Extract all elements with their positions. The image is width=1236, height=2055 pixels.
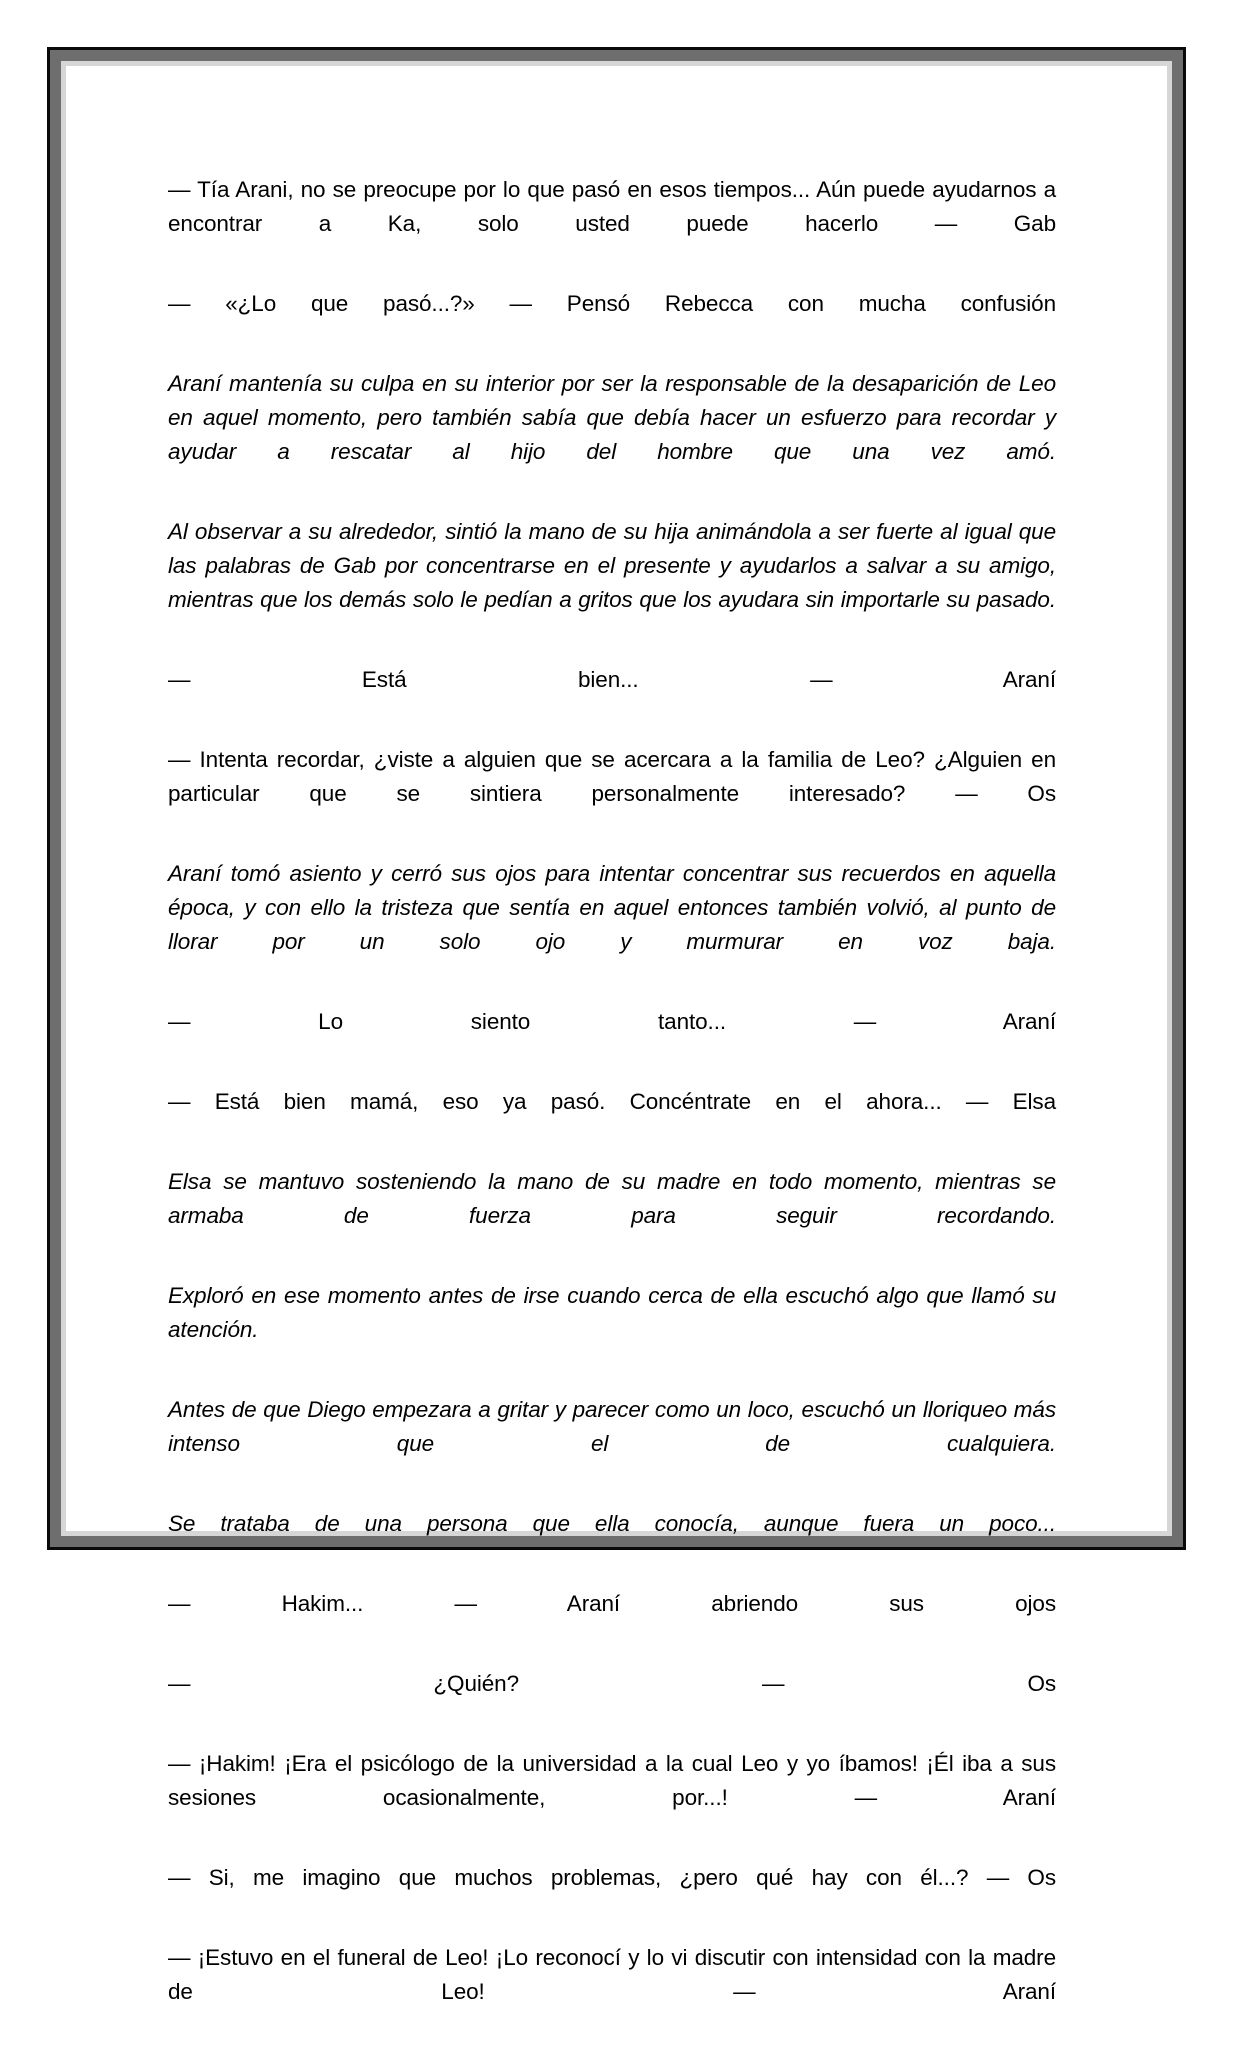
page-sheet (66, 66, 1167, 2004)
paragraph: Al observar a su alrededor, sintió la mano de su hija animándola a ser fuerte al igual que las palabras de Gab por concentrarse en el presente y ayudarlos a salvar a su amigo, mientras que los demás solo le pedían a gritos que los ayudara sin importarle su pasado. (168, 519, 1056, 612)
paragraph: Se trataba de una persona que ella conocía, aunque fuera un poco... (168, 1511, 1056, 1536)
paragraph: — Tía Arani, no se preocupe por lo que pasó en esos tiempos... Aún puede ayudarnos a encontrar a Ka, solo usted puede hacerlo — Gab (168, 177, 1056, 236)
paragraph: Araní tomó asiento y cerró sus ojos para intentar concentrar sus recuerdos en aquella época, y con ello la tristeza que sentía en aquel entonces también volvió, al punto de llorar por un solo ojo y murmurar en voz baja. (168, 861, 1056, 954)
paragraph: — ¡Hakim! ¡Era el psicólogo de la universidad a la cual Leo y yo íbamos! ¡Él iba a sus sesiones ocasionalmente, por...! — Araní (168, 1751, 1056, 1810)
document-text-body (168, 173, 1056, 2055)
page-frame (47, 47, 1186, 2004)
paragraph: — Hakim... — Araní abriendo sus ojos (168, 1591, 1056, 1616)
page-frame-bevel-mid (50, 50, 1183, 2004)
paragraph: — Está bien mamá, eso ya pasó. Concéntrate en el ahora... — Elsa (168, 1089, 1056, 1114)
paragraph: — Lo siento tanto... — Araní (168, 1009, 1056, 1034)
paragraph: Antes de que Diego empezara a gritar y parecer como un loco, escuchó un lloriqueo más intenso que el de cualquiera. (168, 1397, 1056, 1456)
paragraph: — Intenta recordar, ¿viste a alguien que se acercara a la familia de Leo? ¿Alguien en particular que se sintiera personalmente interesado? — Os (168, 747, 1056, 806)
paragraph: Araní mantenía su culpa en su interior por ser la responsable de la desaparición de Leo en aquel momento, pero también sabía que debía hacer un esfuerzo para recordar y ayudar a rescatar al hijo del hombre que una vez amó. (168, 371, 1056, 464)
paragraph: — «¿Lo que pasó...?» — Pensó Rebecca con mucha confusión (168, 291, 1056, 316)
paragraph: Exploró en ese momento antes de irse cuando cerca de ella escuchó algo que llamó su atención. (168, 1283, 1056, 1342)
paragraph: — ¿Quién? — Os (168, 1671, 1056, 1696)
paragraph: Elsa se mantuvo sosteniendo la mano de su madre en todo momento, mientras se armaba de fuerza para seguir recordando. (168, 1169, 1056, 1228)
paragraph: — Si, me imagino que muchos problemas, ¿pero qué hay con él...? — Os (168, 1865, 1056, 1890)
paragraph: — Está bien... — Araní (168, 667, 1056, 692)
paragraph: — ¡Estuvo en el funeral de Leo! ¡Lo reconocí y lo vi discutir con intensidad con la madre de Leo! — Araní (168, 1945, 1056, 2004)
page-frame-bevel-inner (61, 61, 1172, 2004)
